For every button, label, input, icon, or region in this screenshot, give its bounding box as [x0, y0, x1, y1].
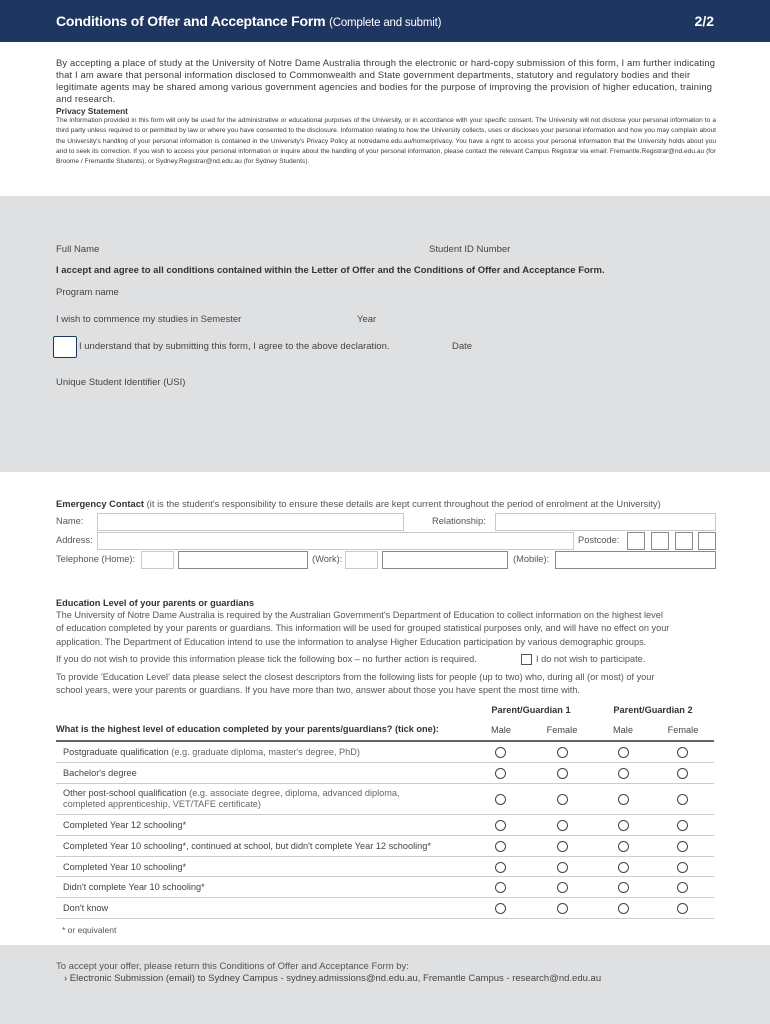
form-title [56, 13, 441, 29]
ec-telephone-label: Telephone (Home): [56, 554, 136, 564]
p1-male-radio[interactable] [495, 794, 506, 805]
footnote: * or equivalent [62, 925, 117, 935]
p1-male-radio[interactable] [495, 882, 506, 893]
p2-male-radio[interactable] [618, 841, 629, 852]
form-title-text: Conditions of Offer and Acceptance Form [56, 13, 326, 29]
ec-postcode-digit-2[interactable] [651, 532, 669, 550]
p1-male-radio[interactable] [495, 768, 506, 779]
p2-female-radio[interactable] [677, 882, 688, 893]
education-option-row [56, 742, 714, 763]
footer-panel [0, 945, 770, 1024]
p1-female-radio[interactable] [557, 747, 568, 758]
ec-relationship-label: Relationship: [432, 516, 486, 526]
ec-postcode-digit-4[interactable] [698, 532, 716, 550]
p2-male-radio[interactable] [618, 747, 629, 758]
usi-label: Unique Student Identifier (USI) [56, 377, 186, 388]
education-option-label [63, 768, 137, 779]
footer-submission: › Electronic Submission (email) to Sydney Campus - sydney.admissions@nd.edu.au, Fremantle Campus - research@nd.edu.au [64, 973, 602, 984]
education-option-label [63, 841, 431, 852]
ec-mobile-input[interactable] [555, 551, 716, 569]
parent2-header: Parent/Guardian 2 [613, 705, 693, 715]
p1-female-radio[interactable] [557, 794, 568, 805]
p2-male-radio[interactable] [618, 882, 629, 893]
p2-female-radio[interactable] [677, 903, 688, 914]
education-option-text: Don't know [63, 903, 109, 913]
ec-work-phone-input[interactable] [382, 551, 508, 569]
accept-statement: I accept and agree to all conditions contained within the Letter of Offer and the Conditions of Offer and Acceptance Form. [56, 265, 605, 276]
date-label: Date [452, 341, 473, 352]
education-option-note: (e.g. associate degree, diploma, advanced diploma, [189, 788, 400, 798]
education-option-text: Postgraduate qualification [63, 747, 169, 757]
p2-female-radio[interactable] [677, 841, 688, 852]
p2-male-radio[interactable] [618, 794, 629, 805]
p1-male-radio[interactable] [495, 903, 506, 914]
p1-male-radio[interactable] [495, 820, 506, 831]
student-id-label: Student ID Number [429, 244, 511, 255]
p2-female-header: Female [667, 725, 699, 735]
page-number: 2/2 [694, 13, 714, 29]
education-option-row [56, 836, 714, 857]
education-option-label [63, 862, 186, 873]
education-para2-line2: school years, were your parents or guardians. If you have more than two, answer about those you have spent the most time with. [56, 685, 580, 695]
p2-female-radio[interactable] [677, 747, 688, 758]
p2-female-radio[interactable] [677, 768, 688, 779]
ec-work-area-code-input[interactable] [345, 551, 378, 569]
ec-relationship-input[interactable] [495, 513, 716, 531]
emergency-contact-heading: Emergency Contact [56, 498, 145, 509]
education-option-text: Completed Year 10 schooling* [63, 862, 187, 872]
ec-postcode-digit-3[interactable] [675, 532, 693, 550]
ec-address-input[interactable] [97, 532, 574, 550]
full-name-label: Full Name [56, 244, 100, 255]
p1-male-radio[interactable] [495, 747, 506, 758]
ec-name-input[interactable] [97, 513, 404, 531]
parent1-header: Parent/Guardian 1 [491, 705, 571, 715]
p1-female-radio[interactable] [557, 862, 568, 873]
p2-male-radio[interactable] [618, 862, 629, 873]
education-option-note-line2: completed apprenticeship, VET/TAFE certificate) [63, 799, 261, 809]
education-title: Education Level of your parents or guardians [56, 598, 255, 608]
privacy-statement: The information provided in this form will only be used for the administrative or educational purposes of the University, or in accordance with your specific consent. The University will not disclose your personal information to a third party unless required to or permitted by law or where you have consented to the disclosure. Information relating to how the University collects, uses or discloses your personal information and how you may complain about the University's handling of your personal information is contained in the University's Privacy Policy at notredame.edu.au/home/privacy. You have a right to access your personal information that the University holds about you and to seek its correction. If you wish to access your personal information or inquire about the handling of your personal information, please contact the relevant Campus Registrar via email: Fremantle.Registrar@nd.edu.au (for Broome / Fremantle Students), or Sydney.Registrar@nd.edu.au (for Sydney Students). [56, 117, 716, 166]
education-option-text: Bachelor's degree [63, 768, 137, 778]
p1-male-header: Male [491, 725, 511, 735]
education-question: What is the highest level of education completed by your parents/guardians? (tick one): [56, 724, 439, 734]
education-option-row [56, 815, 714, 836]
p2-female-radio[interactable] [677, 862, 688, 873]
form-header [0, 0, 770, 42]
education-option-text: Completed Year 10 schooling*, continued at school, but didn't complete Year 12 schooling* [63, 841, 431, 851]
p2-male-radio[interactable] [618, 820, 629, 831]
p1-female-radio[interactable] [557, 820, 568, 831]
p1-female-radio[interactable] [557, 768, 568, 779]
declaration-checkbox[interactable] [53, 336, 77, 358]
ec-mobile-label: (Mobile): [513, 554, 550, 564]
program-name-label: Program name [56, 287, 119, 298]
p2-male-radio[interactable] [618, 903, 629, 914]
ec-address-label: Address: [56, 535, 93, 545]
footer-instruction: To accept your offer, please return this Conditions of Offer and Acceptance Form by: [56, 961, 409, 972]
education-option-row [56, 898, 714, 919]
p1-male-radio[interactable] [495, 841, 506, 852]
education-option-text: Other post-school qualification [63, 788, 187, 798]
education-para1-line1: The University of Notre Dame Australia is required by the Australian Government's Department of Education to collect information on the highest level [56, 610, 663, 620]
ec-postcode-digit-1[interactable] [627, 532, 645, 550]
ec-home-area-code-input[interactable] [141, 551, 174, 569]
p1-female-radio[interactable] [557, 903, 568, 914]
education-option-label [63, 820, 186, 831]
education-option-text: Didn't complete Year 10 schooling* [63, 882, 205, 892]
ec-home-phone-input[interactable] [178, 551, 308, 569]
understand-label: I understand that by submitting this form, I agree to the above declaration. [79, 341, 390, 352]
optout-label: I do not wish to participate. [536, 654, 646, 664]
ec-postcode-label: Postcode: [578, 535, 620, 545]
ec-work-label: (Work): [312, 554, 343, 564]
education-option-label [63, 882, 205, 893]
education-option-row [56, 784, 714, 815]
form-subtitle: (Complete and submit) [329, 17, 442, 29]
education-para1-line3: application. The Department of Education intend to use the information to analyse Higher Education participation by various demographic groups. [56, 637, 647, 647]
p2-male-radio[interactable] [618, 768, 629, 779]
declaration-panel [0, 196, 770, 472]
p2-female-radio[interactable] [677, 794, 688, 805]
education-option-note: (e.g. graduate diploma, master's degree, PhD) [171, 747, 360, 757]
education-para1-line2: of education completed by your parents or guardians. This information will be used for grouped statistical purposes only, and will have no effect on your [56, 623, 670, 633]
intro-paragraph: By accepting a place of study at the University of Notre Dame Australia through the electronic or hard-copy submission of this form, I am further indicating that I am aware that personal information disclosed to Commonwealth and State government departments, statutory and regulatory bodies and their legitimate agents may be shared among various government agencies and bodies for the purpose of improving the provision of higher education, training and research. [56, 57, 716, 104]
p2-male-header: Male [613, 725, 633, 735]
education-para2-line1: To provide 'Education Level' data please select the closest descriptors from the following lists for people (up to two) who, during all (or most) of your [56, 672, 655, 682]
p1-male-radio[interactable] [495, 862, 506, 873]
education-option-label [63, 788, 400, 810]
p2-female-radio[interactable] [677, 820, 688, 831]
ec-name-label: Name: [56, 516, 84, 526]
p1-female-header: Female [546, 725, 578, 735]
optout-checkbox[interactable] [521, 654, 532, 665]
semester-label: I wish to commence my studies in Semester [56, 314, 242, 325]
education-option-row [56, 877, 714, 898]
p1-female-radio[interactable] [557, 882, 568, 893]
education-option-row [56, 857, 714, 877]
privacy-title: Privacy Statement [56, 106, 128, 116]
emergency-contact-title [56, 498, 661, 509]
emergency-contact-note: (it is the student's responsibility to ensure these details are kept current throughout the period of enrolment at the University) [146, 498, 661, 509]
education-option-row [56, 763, 714, 784]
year-label: Year [357, 314, 377, 325]
education-option-label [63, 747, 360, 758]
education-option-text: Completed Year 12 schooling* [63, 820, 187, 830]
p1-female-radio[interactable] [557, 841, 568, 852]
optout-text: If you do not wish to provide this information please tick the following box – no further action is required. [56, 654, 477, 664]
education-option-label [63, 903, 108, 914]
